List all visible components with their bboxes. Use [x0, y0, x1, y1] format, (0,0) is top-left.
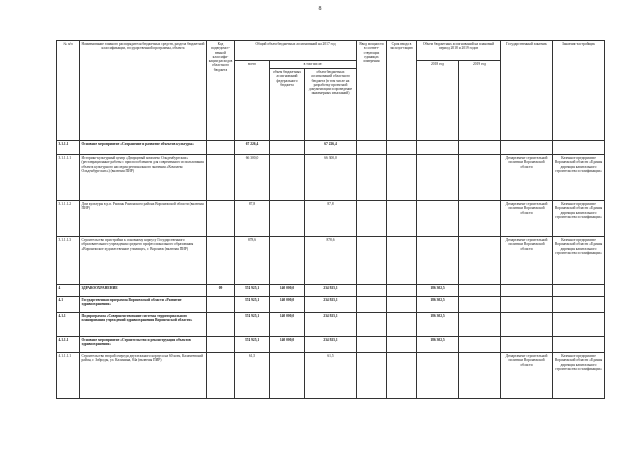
cell-code	[207, 337, 235, 353]
cell-name: Подпрограмма «Совершенствование системы территориального планирования учреждений здравоохранения Воронежской области»	[80, 313, 207, 337]
cell-y2019	[459, 237, 501, 285]
cell-fed	[270, 155, 305, 201]
cell-period	[387, 313, 417, 337]
col-2018-header: 2018 год	[417, 61, 459, 141]
col-total-header: всего	[235, 61, 270, 141]
cell-num: 4.1	[57, 297, 80, 313]
cell-y2019	[459, 353, 501, 399]
cell-dev	[553, 141, 605, 155]
cell-admin: Департамент строительной политики Воронежской области	[501, 353, 553, 399]
cell-admin	[501, 297, 553, 313]
col-incl-header: в том числе:	[270, 61, 357, 69]
cell-period	[387, 285, 417, 297]
capital-investment-table	[56, 40, 605, 399]
cell-cap	[357, 155, 387, 201]
table-row	[57, 313, 605, 337]
cell-name: Дом культуры в р.п. Рамонь Рамонского района Воронежской области (включая ПИР)	[80, 201, 207, 237]
cell-y2018: 186 302,5	[417, 313, 459, 337]
cell-total: 374 925,1	[235, 313, 270, 337]
cell-name: Историко-культурный центр «Дворцовый комплекс Ольденбургских» (реставрационные работы с приспособлением для современного использования объекта культурного наследия регионального значения «Комплекс Ольденбургских») (включая ПИР)	[80, 155, 207, 201]
cell-name: Основное мероприятие «Строительство и реконструкция объектов здравоохранения»	[80, 337, 207, 353]
cell-fed	[270, 141, 305, 155]
cell-reg: 66 300,0	[305, 155, 357, 201]
cell-code	[207, 313, 235, 337]
cell-cap	[357, 353, 387, 399]
table-header	[57, 41, 605, 141]
cell-y2018	[417, 201, 459, 237]
cell-dev: Казенное предприятие Воронежской области «Единая дирекция капитального строительства и газификации»	[553, 201, 605, 237]
col-num-header: № п/п	[57, 41, 80, 141]
cell-cap	[357, 337, 387, 353]
col-2019-header: 2019 год	[459, 61, 501, 141]
cell-y2018: 186 302,5	[417, 297, 459, 313]
cell-fed: 140 000,0	[270, 337, 305, 353]
col-name-header: Наименование главного распорядителя бюджетных средств, раздела бюджетной классификации, государственной программы, объекта	[80, 41, 207, 141]
cell-cap	[357, 313, 387, 337]
cell-code	[207, 297, 235, 313]
cell-admin	[501, 141, 553, 155]
cell-num: 3.1.1.1.2	[57, 201, 80, 237]
cell-dev	[553, 285, 605, 297]
cell-cap	[357, 141, 387, 155]
cell-y2018	[417, 237, 459, 285]
cell-num: 4.1.1	[57, 313, 80, 337]
cell-y2018	[417, 141, 459, 155]
col-plan-volume-header: Объем бюджетных ассигнований на плановый период 2018 и 2019 годов	[417, 41, 501, 61]
cell-cap	[357, 285, 387, 297]
cell-total: 67 226,4	[235, 141, 270, 155]
cell-y2019	[459, 155, 501, 201]
table-row	[57, 201, 605, 237]
cell-total: 87,8	[235, 201, 270, 237]
page-number: 8	[318, 6, 322, 12]
cell-period	[387, 201, 417, 237]
cell-code: 09	[207, 285, 235, 297]
cell-dev	[553, 297, 605, 313]
table-body	[57, 141, 605, 399]
cell-y2019	[459, 141, 501, 155]
cell-period	[387, 141, 417, 155]
cell-period	[387, 337, 417, 353]
cell-num: 3.1.1.1	[57, 141, 80, 155]
cell-dev: Казенное предприятие Воронежской области «Единая дирекция капитального строительства и газификации»	[553, 353, 605, 399]
cell-name: ЗДРАВООХРАНЕНИЕ	[80, 285, 207, 297]
cell-num: 3.1.1.1.1	[57, 155, 80, 201]
cell-fed: 140 000,0	[270, 297, 305, 313]
table-row	[57, 337, 605, 353]
cell-name: Строительство пристройки к основному корпусу Государственного образовательного учреждения среднего профессионального образования «Воронежское художественное училище», г. Воронеж (включая ПИР)	[80, 237, 207, 285]
table-row	[57, 353, 605, 399]
cell-y2018: 186 302,5	[417, 285, 459, 297]
cell-reg: 234 925,1	[305, 337, 357, 353]
cell-y2018	[417, 353, 459, 399]
table-row	[57, 285, 605, 297]
cell-period	[387, 237, 417, 285]
cell-reg: 61,5	[305, 353, 357, 399]
cell-reg: 67 226,4	[305, 141, 357, 155]
col-admin-header: Государственный заказчик	[501, 41, 553, 141]
cell-total: 66 300,0	[235, 155, 270, 201]
cell-code	[207, 353, 235, 399]
cell-reg: 87,8	[305, 201, 357, 237]
table-row	[57, 297, 605, 313]
cell-num: 3.1.1.1.3	[57, 237, 80, 285]
cell-total: 374 925,1	[235, 285, 270, 297]
cell-period	[387, 297, 417, 313]
cell-fed	[270, 201, 305, 237]
cell-period	[387, 155, 417, 201]
cell-cap	[357, 297, 387, 313]
cell-num: 4.1.1.1.1	[57, 353, 80, 399]
cell-total: 374 925,1	[235, 337, 270, 353]
cell-admin	[501, 313, 553, 337]
cell-total: 878,6	[235, 237, 270, 285]
cell-code	[207, 141, 235, 155]
cell-reg: 234 925,1	[305, 285, 357, 297]
cell-dev: Казенное предприятие Воронежской области «Единая дирекция капитального строительства и газификации»	[553, 237, 605, 285]
cell-code	[207, 155, 235, 201]
cell-reg: 234 925,1	[305, 297, 357, 313]
cell-total: 374 925,1	[235, 297, 270, 313]
cell-dev: Казенное предприятие Воронежской области «Единая дирекция капитального строительства и газификации»	[553, 155, 605, 201]
table-row	[57, 141, 605, 155]
table-row	[57, 155, 605, 201]
cell-cap	[357, 201, 387, 237]
cell-y2018: 186 302,5	[417, 337, 459, 353]
col-developer-header: Заказчик-застройщик	[553, 41, 605, 141]
col-fed-header: объем бюджетных ассигнований федерального бюджета	[270, 69, 305, 141]
col-code-header: Код подведомст-венной классифи-кации расходов областного бюджета	[207, 41, 235, 141]
cell-cap	[357, 237, 387, 285]
table-row	[57, 237, 605, 285]
cell-num: 4.1.1.1	[57, 337, 80, 353]
cell-num: 4	[57, 285, 80, 297]
cell-fed	[270, 353, 305, 399]
cell-period	[387, 353, 417, 399]
cell-fed	[270, 237, 305, 285]
cell-admin: Департамент строительной политики Воронежской области	[501, 237, 553, 285]
cell-admin: Департамент строительной политики Воронежской области	[501, 201, 553, 237]
col-period-header: Срок ввода в эксплуа-тацию	[387, 41, 417, 141]
cell-dev	[553, 337, 605, 353]
cell-y2019	[459, 201, 501, 237]
cell-fed: 140 000,0	[270, 285, 305, 297]
cell-fed: 140 000,0	[270, 313, 305, 337]
cell-name: Государственная программа Воронежской области «Развитие здравоохранения»	[80, 297, 207, 313]
col-capacity-header: Ввод мощности в соответ-ствующих единицах измерения	[357, 41, 387, 141]
cell-dev	[553, 313, 605, 337]
cell-y2019	[459, 337, 501, 353]
cell-code	[207, 237, 235, 285]
cell-reg: 878,6	[305, 237, 357, 285]
cell-total: 61,5	[235, 353, 270, 399]
cell-code	[207, 201, 235, 237]
col-reg-header: объем бюджетных ассигнований областного бюджета (в том числе на разработку проектной документации и проведение инженерных изысканий)	[305, 69, 357, 141]
cell-name: Основное мероприятие «Сохранение и развитие объектов культуры»	[80, 141, 207, 155]
cell-reg: 234 925,1	[305, 313, 357, 337]
cell-y2019	[459, 297, 501, 313]
cell-admin: Департамент строительной политики Воронежской области	[501, 155, 553, 201]
cell-admin	[501, 337, 553, 353]
cell-name: Строительство второй очереди двухэтажного корпуса на 60 коек, Калачеевский район, г. Заброды, ул. Калинина, 84а (включая ПИР)	[80, 353, 207, 399]
cell-y2018	[417, 155, 459, 201]
cell-admin	[501, 285, 553, 297]
cell-y2019	[459, 285, 501, 297]
cell-y2019	[459, 313, 501, 337]
col-total-volume-header: Общий объем бюджетных ассигнований на 2017 год	[235, 41, 357, 61]
